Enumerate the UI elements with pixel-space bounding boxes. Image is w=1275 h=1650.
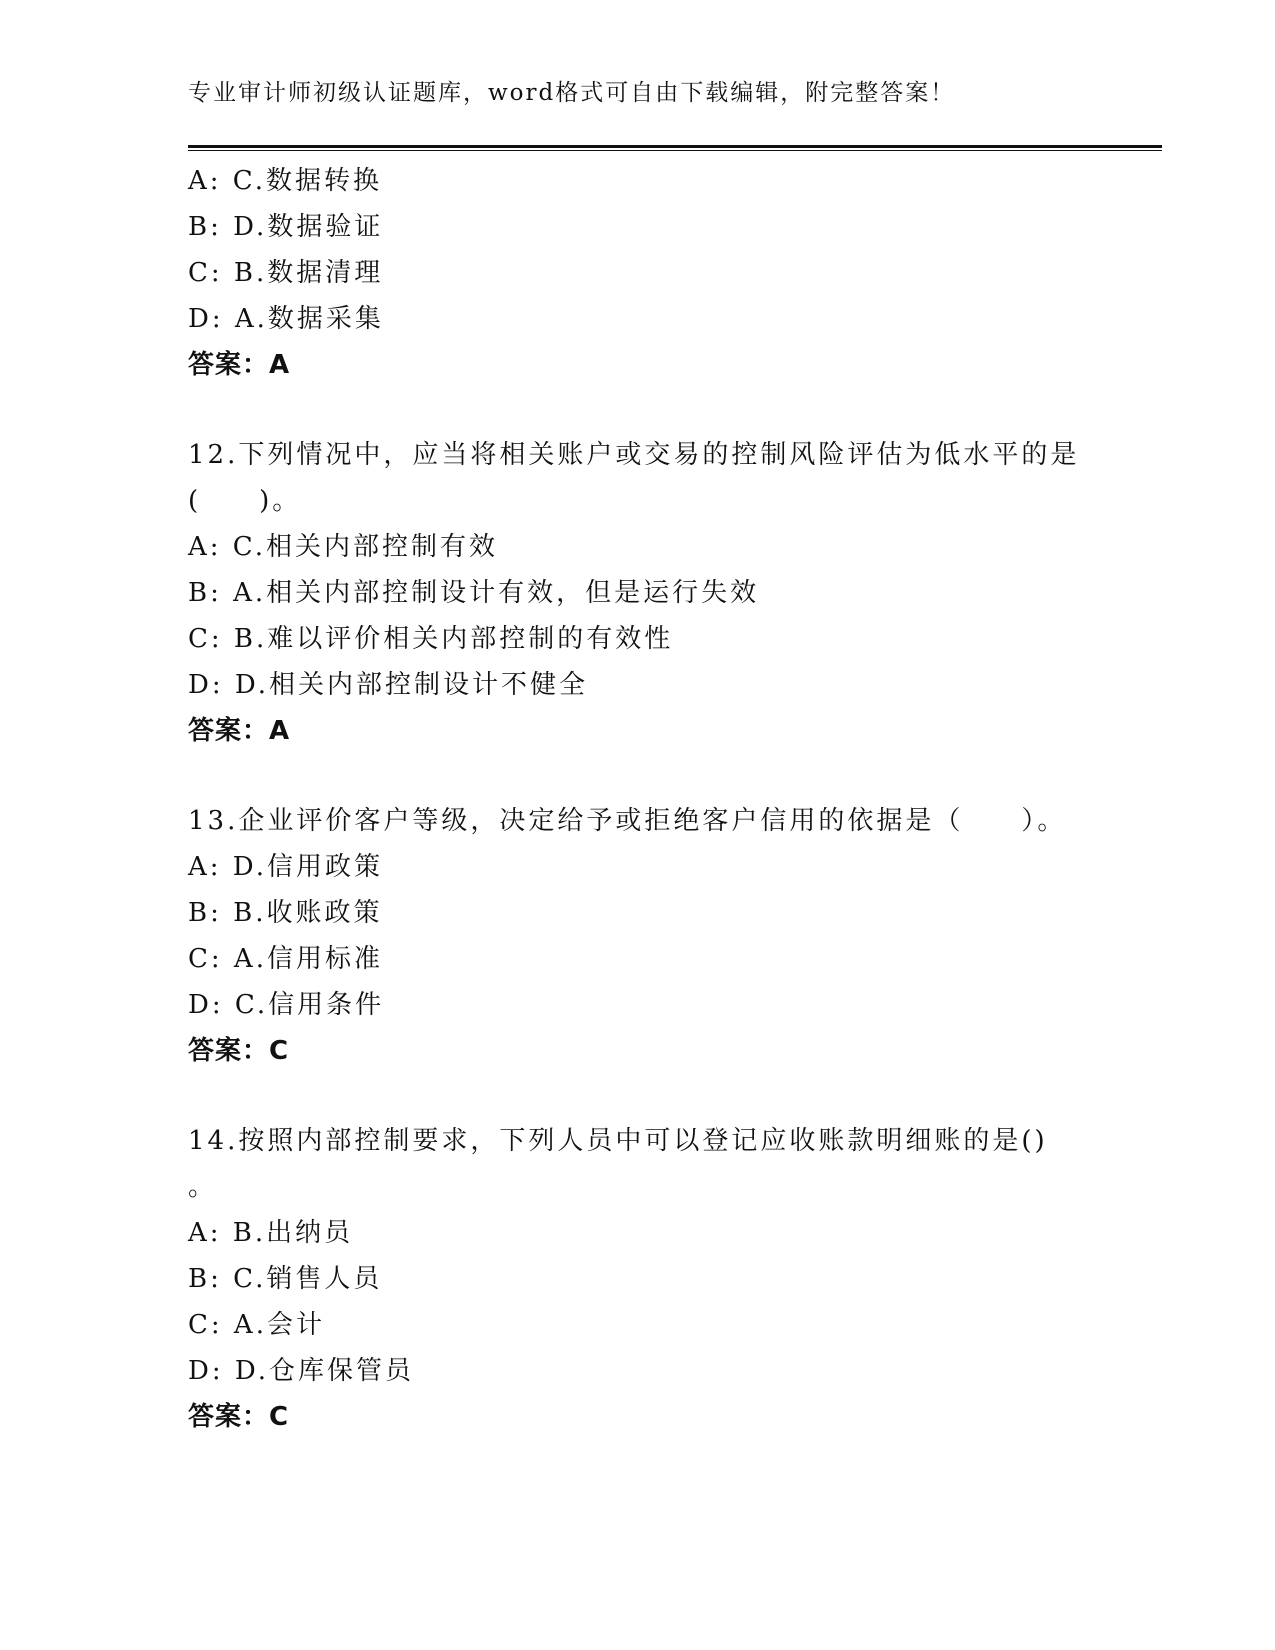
question-stem-continuation: ( )。	[188, 486, 302, 516]
answer-line: 答案：C	[188, 1402, 290, 1432]
answer-line: 答案：C	[188, 1036, 290, 1066]
option-a: A: C.数据转换	[188, 166, 383, 196]
question-block-11	[188, 158, 1128, 388]
option-b: B: C.销售人员	[188, 1264, 383, 1294]
answer-line: 答案：A	[188, 350, 291, 380]
option-d: D: C.信用条件	[188, 990, 385, 1020]
option-a: A: C.相关内部控制有效	[188, 532, 499, 562]
question-stem-continuation: 。	[188, 1172, 218, 1202]
option-c: C: B.难以评价相关内部控制的有效性	[188, 624, 674, 654]
page-header: 专业审计师初级认证题库，word格式可自由下载编辑，附完整答案！	[188, 80, 956, 106]
option-c: C: A.信用标准	[188, 944, 383, 974]
option-c: C: A.会计	[188, 1310, 325, 1340]
question-block-14	[188, 1118, 1128, 1440]
question-stem: 13.企业评价客户等级，决定给予或拒绝客户信用的依据是（ ）。	[188, 806, 1067, 836]
option-a: A: D.信用政策	[188, 852, 383, 882]
question-block-12	[188, 432, 1128, 754]
question-list	[188, 158, 1128, 1440]
option-a: A: B.出纳员	[188, 1218, 354, 1248]
answer-line: 答案：A	[188, 716, 291, 746]
option-d: D: A.数据采集	[188, 304, 384, 334]
question-stem: 14.按照内部控制要求，下列人员中可以登记应收账款明细账的是()	[188, 1126, 1048, 1156]
question-stem: 12.下列情况中，应当将相关账户或交易的控制风险评估为低水平的是	[188, 440, 1080, 470]
option-b: B: D.数据验证	[188, 212, 384, 242]
option-c: C: B.数据清理	[188, 258, 384, 288]
header-divider	[188, 145, 1162, 151]
option-d: D: D.相关内部控制设计不健全	[188, 670, 589, 700]
option-b: B: A.相关内部控制设计有效，但是运行失效	[188, 578, 760, 608]
option-d: D: D.仓库保管员	[188, 1356, 415, 1386]
question-block-13	[188, 798, 1128, 1074]
option-b: B: B.收账政策	[188, 898, 383, 928]
